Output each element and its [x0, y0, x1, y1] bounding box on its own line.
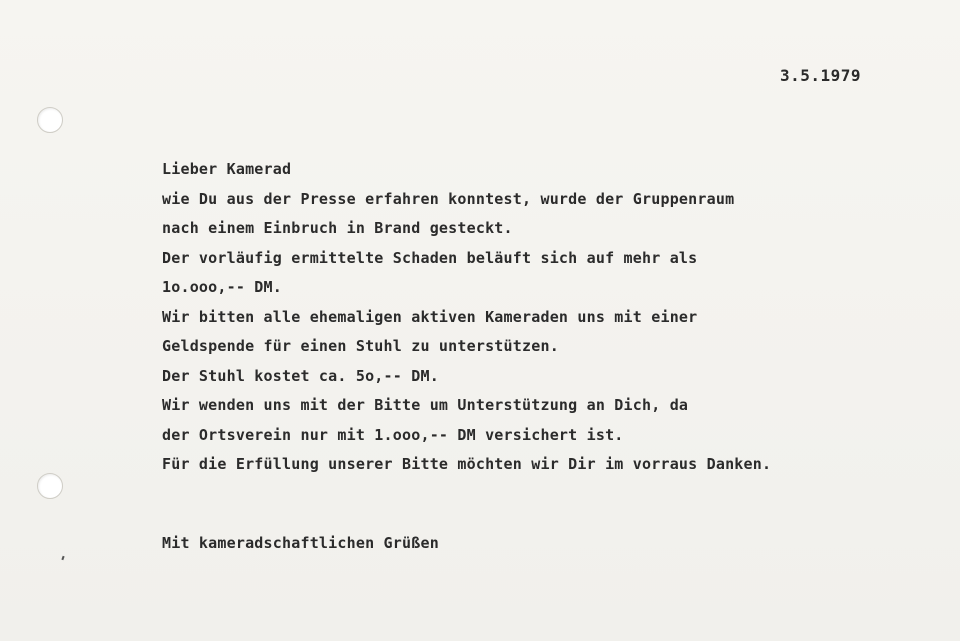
- body-line: 1o.ooo,-- DM.: [162, 278, 282, 296]
- ink-speck: [61, 556, 64, 560]
- body-line: Für die Erfüllung unserer Bitte möchten wir Dir im vorraus Danken.: [162, 455, 772, 473]
- body-line: Der vorläufig ermittelte Schaden beläuft sich auf mehr als: [162, 248, 698, 267]
- letter-body: [162, 155, 882, 480]
- body-line: Wir bitten alle ehemaligen aktiven Kameraden uns mit einer: [162, 307, 698, 326]
- salutation: Lieber Kamerad: [162, 160, 292, 178]
- body-line: wie Du aus der Presse erfahren konntest, wurde der Gruppenraum: [162, 189, 735, 208]
- body-line: nach einem Einbruch in Brand gesteckt.: [162, 219, 513, 237]
- punch-hole-bottom: [37, 473, 63, 499]
- punch-hole-top: [37, 107, 63, 133]
- body-line: der Ortsverein nur mit 1.ooo,-- DM versichert ist.: [162, 425, 624, 444]
- body-line: Wir wenden uns mit der Bitte um Unterstützung an Dich, da: [162, 396, 689, 414]
- body-line: Der Stuhl kostet ca. 5o,-- DM.: [162, 366, 439, 385]
- body-line: Geldspende für einen Stuhl zu unterstützen.: [162, 337, 559, 355]
- letter-date: 3.5.1979: [780, 66, 862, 85]
- closing-greeting: Mit kameradschaftlichen Grüßen: [162, 534, 439, 552]
